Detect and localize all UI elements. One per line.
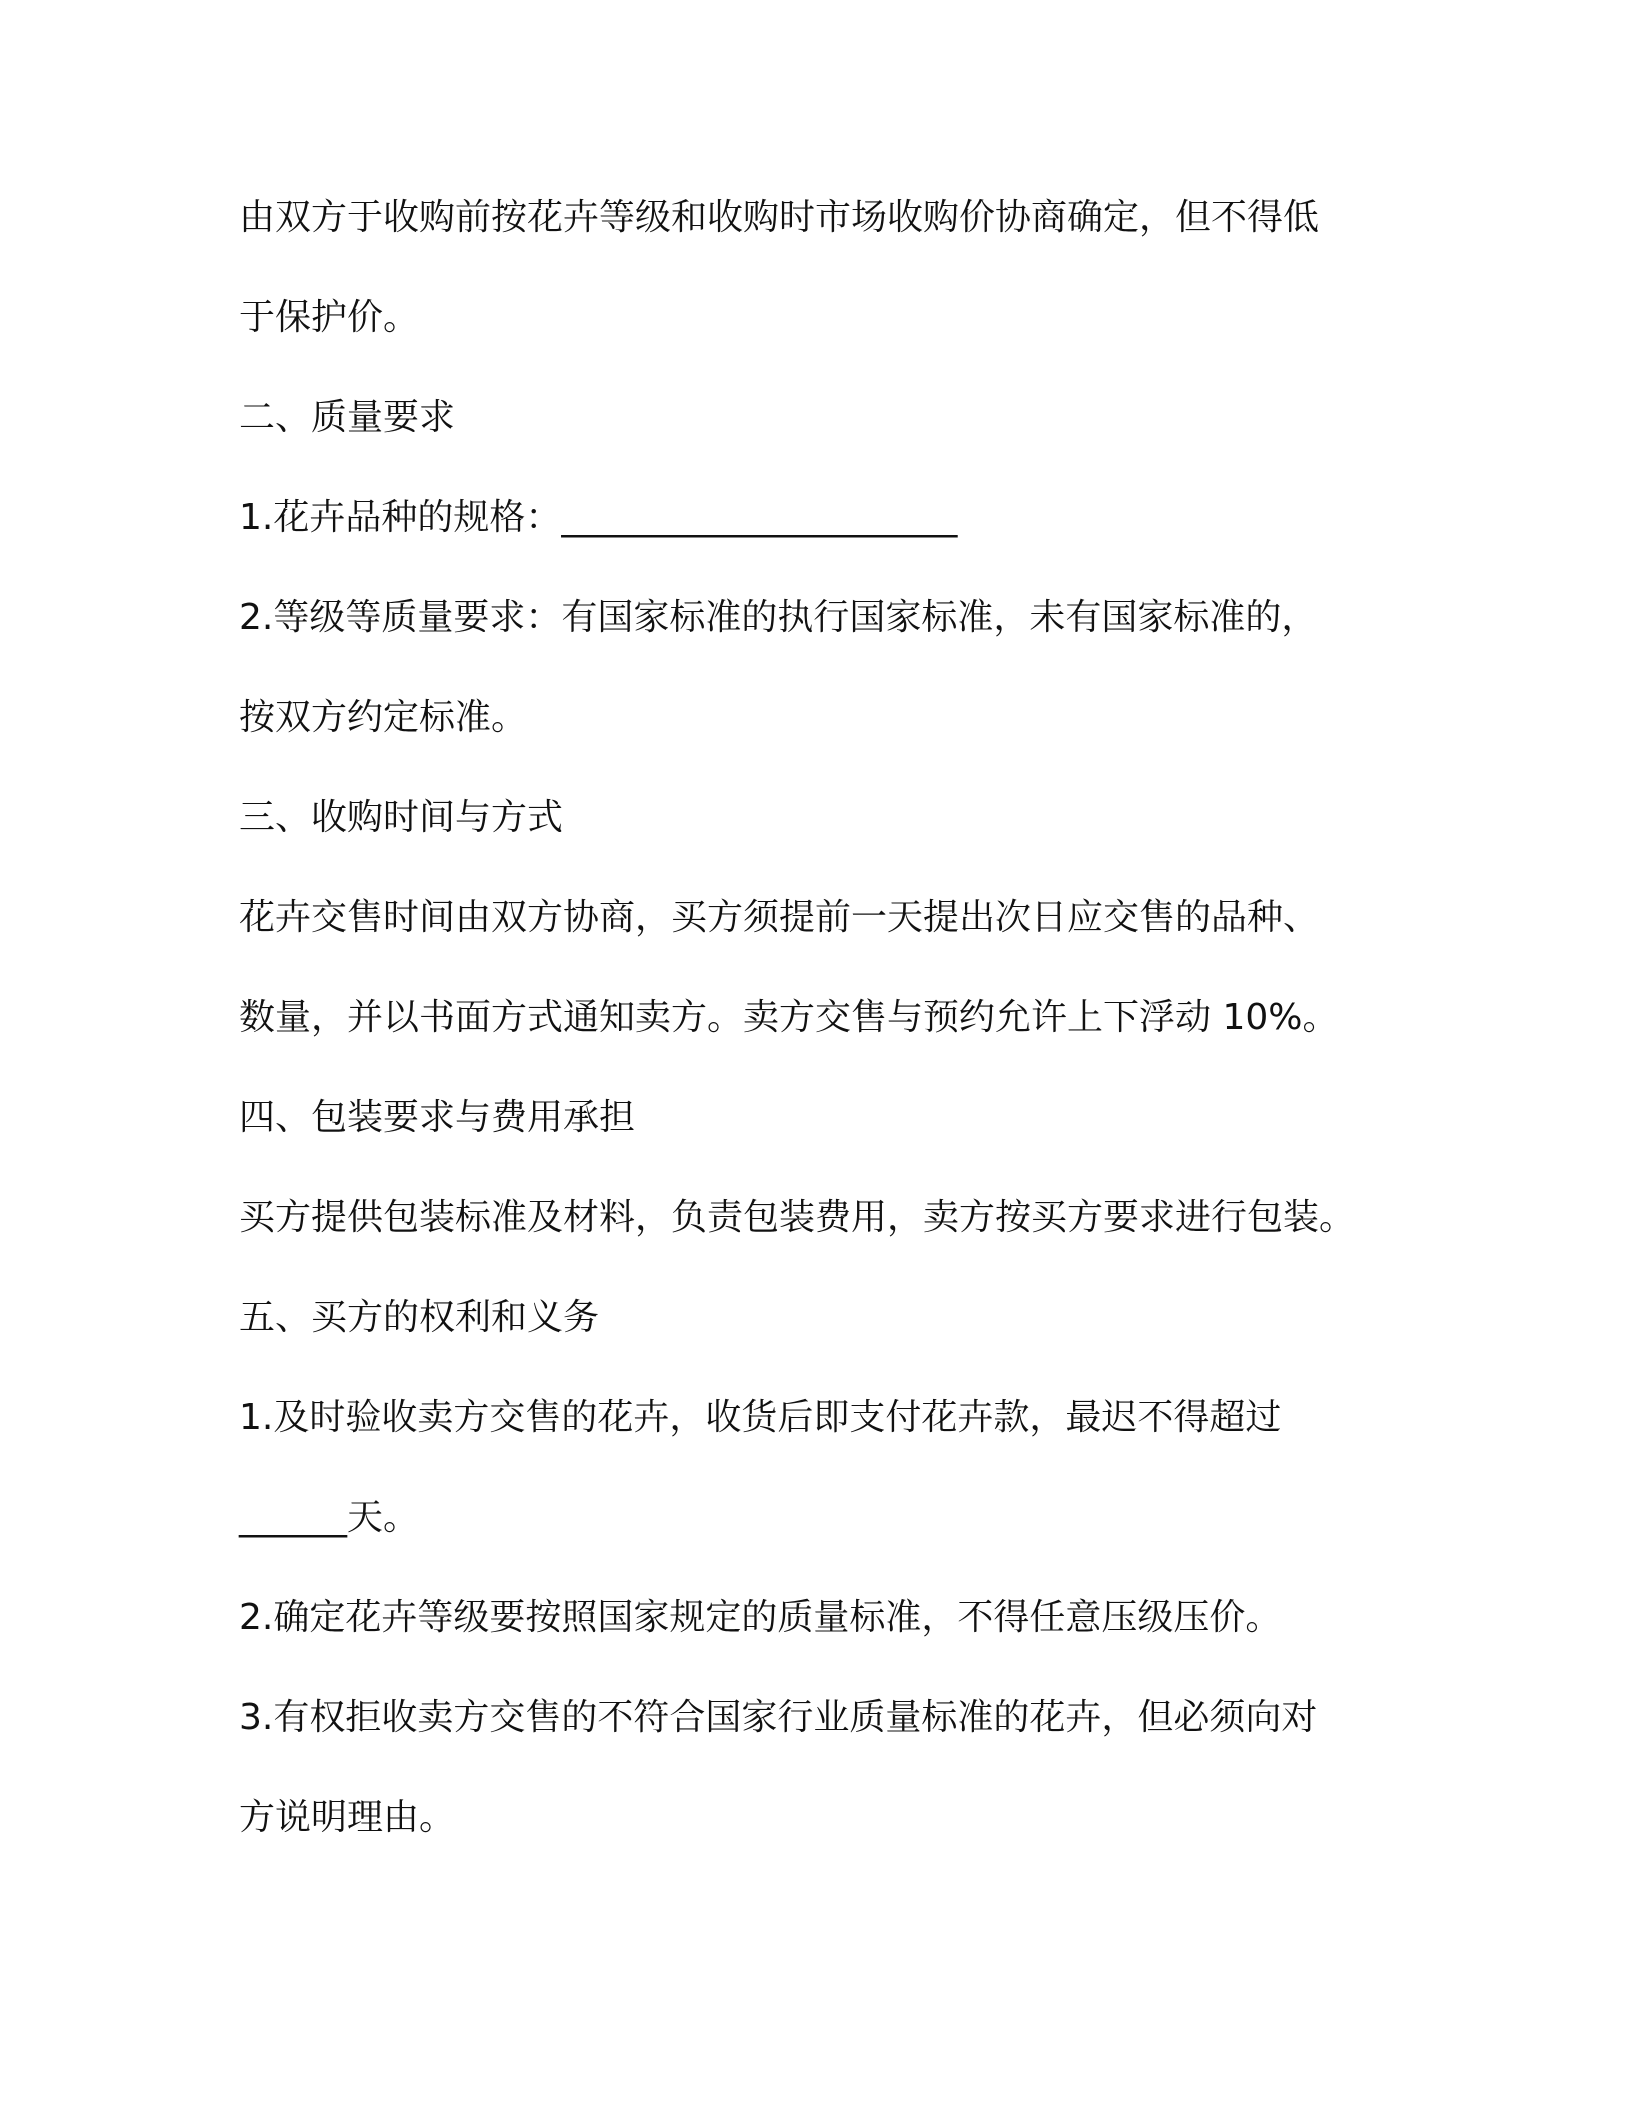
clause-grade-determination: 2.确定花卉等级要按照国家规定的质量标准，不得任意压级压价。 [239, 1597, 1282, 1638]
paragraph-pricing-line-1: 由双方于收购前按花卉等级和收购时市场收购价协商确定，但不得低 [239, 197, 1320, 238]
paragraph-packaging: 买方提供包装标准及材料，负责包装费用，卖方按买方要求进行包装。 [239, 1197, 1356, 1238]
section-heading-buyer-rights: 五、买方的权利和义务 [239, 1297, 600, 1338]
clause-acceptance-line-2: ______天。 [239, 1497, 420, 1538]
paragraph-delivery-line-1: 花卉交售时间由双方协商，买方须提前一天提出次日应交售的品种、 [239, 897, 1320, 938]
clause-acceptance-line-1: 1.及时验收卖方交售的花卉，收货后即支付花卉款，最迟不得超过 [239, 1397, 1282, 1438]
section-heading-packaging: 四、包装要求与费用承担 [239, 1097, 636, 1138]
paragraph-pricing-line-2: 于保护价。 [239, 297, 420, 338]
section-heading-purchase-time: 三、收购时间与方式 [239, 797, 564, 838]
clause-grade-quality-line-2: 按双方约定标准。 [239, 697, 528, 738]
clause-rejection-line-1: 3.有权拒收卖方交售的不符合国家行业质量标准的花卉，但必须向对 [239, 1697, 1318, 1738]
paragraph-delivery-line-2: 数量，并以书面方式通知卖方。卖方交售与预约允许上下浮动 10%。 [239, 997, 1339, 1038]
clause-rejection-line-2: 方说明理由。 [239, 1797, 456, 1838]
clause-grade-quality-line-1: 2.等级等质量要求：有国家标准的执行国家标准，未有国家标准的， [239, 597, 1318, 638]
clause-variety-spec: 1.花卉品种的规格：______________________ [239, 497, 958, 538]
section-heading-quality: 二、质量要求 [239, 397, 456, 438]
